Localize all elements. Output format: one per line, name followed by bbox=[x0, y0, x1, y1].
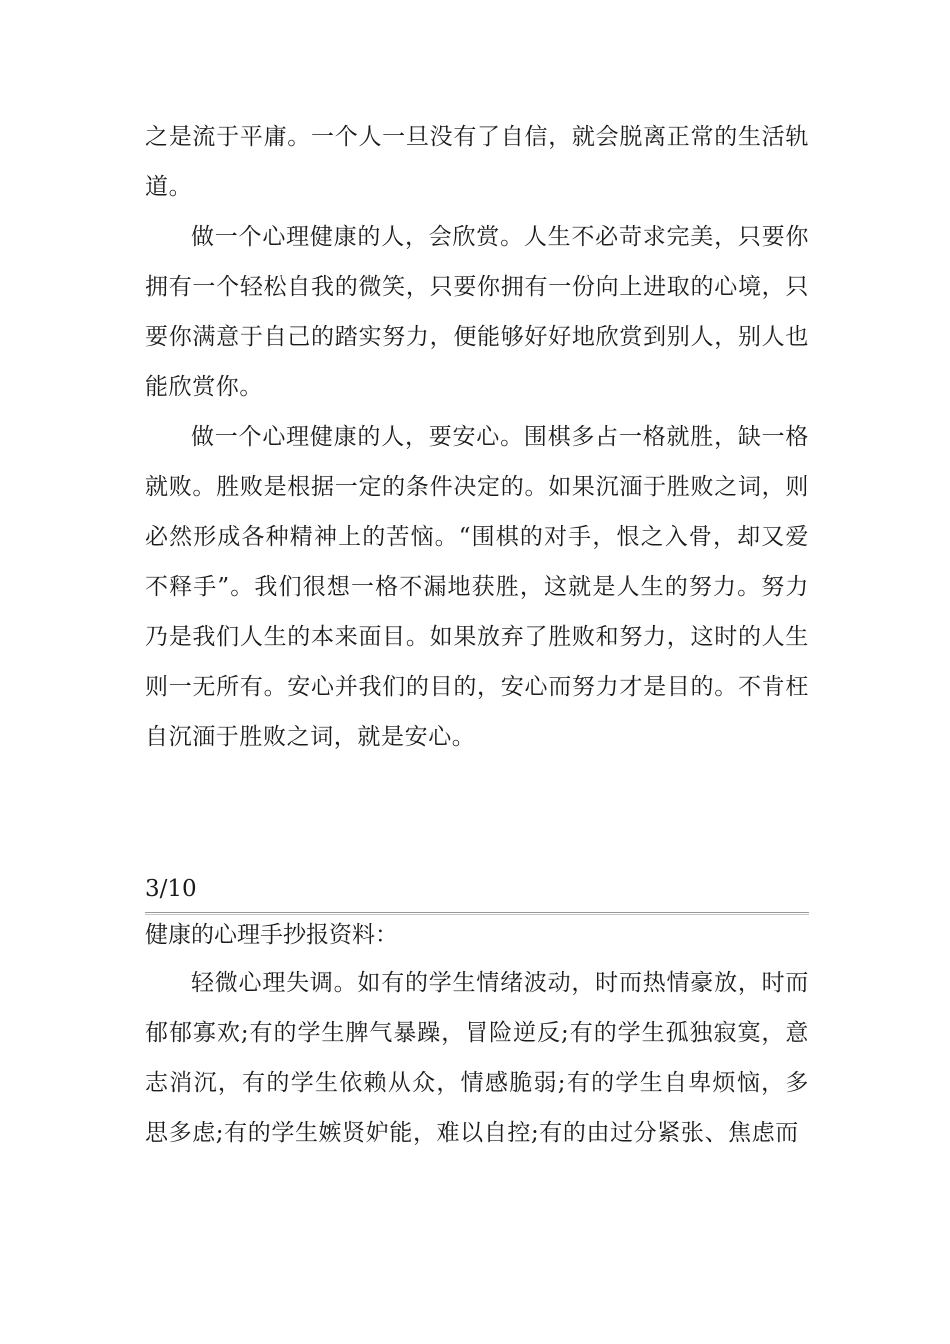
section-heading: 健康的心理手抄报资料： bbox=[145, 922, 398, 948]
text-block-bottom bbox=[145, 912, 809, 1158]
paragraph-continuation: 之是流于平庸。一个人一旦没有了自信，就会脱离正常的生活轨道。 bbox=[145, 124, 809, 200]
text-block-top bbox=[145, 112, 809, 762]
page-number: 3/10 bbox=[145, 876, 197, 902]
paragraph-peace-of-mind: 做一个心理健康的人，要安心。围棋多占一格就胜，缺一格就败。胜败是根据一定的条件决定的。如果沉湎于胜败之词，则必然形成各种精神上的苦恼。“围棋的对手，恨之入骨，却又爱不释手”。我们很想一格不漏地获胜，这就是人生的努力。努力乃是我们人生的本来面目。如果放弃了胜败和努力，这时的人生则一无所有。安心并我们的目的，安心而努力才是目的。不肯枉自沉湎于胜败之词，就是安心。 bbox=[145, 424, 809, 750]
paragraph-appreciate: 做一个心理健康的人，会欣赏。人生不必苛求完美，只要你拥有一个轻松自我的微笑，只要你拥有一份向上进取的心境，只要你满意于自己的踏实努力，便能够好好地欣赏到别人，别人也能欣赏你。 bbox=[145, 224, 809, 400]
page-footer bbox=[145, 872, 809, 915]
paragraph-mild-imbalance: 轻微心理失调。如有的学生情绪波动，时而热情豪放，时而郁郁寡欢;有的学生脾气暴躁，冒险逆反;有的学生孤独寂寞，意志消沉，有的学生依赖从众，情感脆弱;有的学生自卑烦恼，多思多虑;有的学生嫉贤妒能，难以自控;有的由过分紧张、焦虑而 bbox=[145, 970, 809, 1146]
